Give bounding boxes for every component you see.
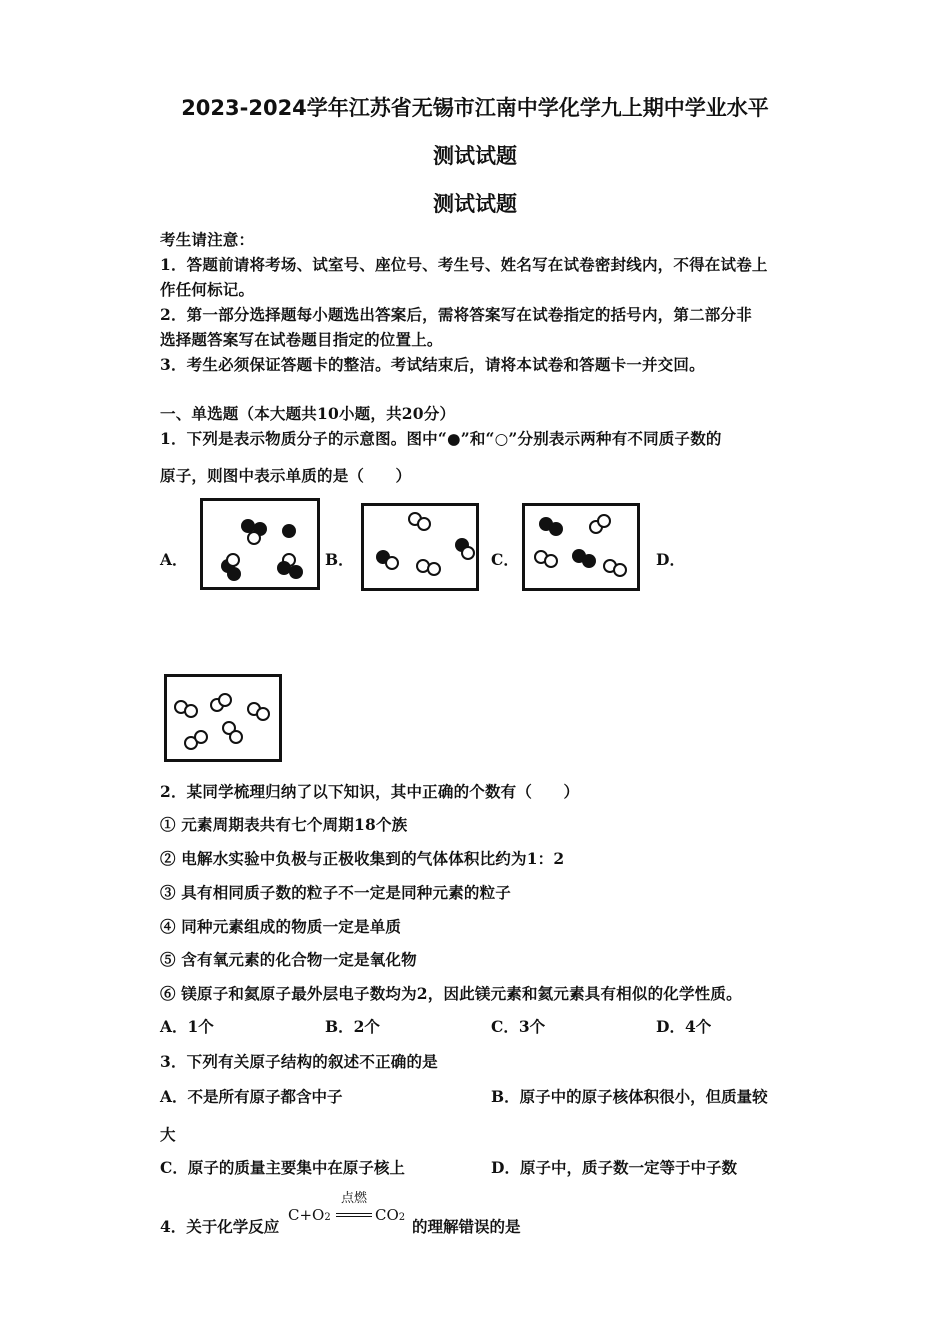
q2-statement-5: ⑤ 含有氧元素的化合物一定是氧化物 [160,950,417,969]
q4-condition: 点燃 [340,1191,367,1206]
q1-option-a-label: A． [160,550,188,569]
q3-option-b-cont: 大 [160,1125,176,1144]
notice-item-2: 2．第一部分选择题每小题选出答案后，需将答案写在试卷指定的括号内，第二部分非 [160,305,752,324]
q1-option-c-label: C． [491,550,519,569]
q3-option-d: D．原子中，质子数一定等于中子数 [491,1158,737,1177]
q2-stem: 2．某同学梳理归纳了以下知识，其中正确的个数有（ ） [160,782,580,801]
notice-item-1-cont: 作任何标记。 [160,280,255,299]
section-heading: 一、单选题（本大题共10小题，共20分） [160,404,456,423]
exam-title-line2: 测试试题 [433,144,517,168]
q1-option-c-diagram [522,503,640,591]
exam-title-line1: 2023-2024学年江苏省无锡市江南中学化学九上期中学业水平 [181,96,769,120]
q1-option-a-diagram [200,498,320,590]
q4-equals-sign [336,1213,372,1217]
q2-statement-2: ② 电解水实验中负极与正极收集到的气体体积比约为1：2 [160,849,565,868]
q2-option-b: B．2个 [325,1017,380,1036]
q4-product: CO2 [375,1206,406,1224]
notice-item-3: 3．考生必须保证答题卡的整洁。考试结束后，请将本试卷和答题卡一并交回。 [160,355,705,374]
notice-heading: 考生请注意： [160,230,255,249]
q2-statement-6: ⑥ 镁原子和氦原子最外层电子数均为2，因此镁元素和氦元素具有相似的化学性质。 [160,984,742,1003]
q2-statement-3: ③ 具有相同质子数的粒子不一定是同种元素的粒子 [160,883,511,902]
q4-suffix: 的理解错误的是 [412,1217,521,1236]
q4-prefix: 4．关于化学反应 [160,1217,280,1236]
q3-option-a: A．不是所有原子都含中子 [160,1087,343,1106]
q1-stem-line2: 原子，则图中表示单质的是（ ） [160,466,412,485]
exam-title-line3: 测试试题 [433,192,517,216]
q1-option-d-label: D． [656,550,685,569]
q1-option-b-label: B． [325,550,354,569]
q3-stem: 3．下列有关原子结构的叙述不正确的是 [160,1052,438,1071]
q1-stem-line1: 1．下列是表示物质分子的示意图。图中“●”和“○”分别表示两种有不同质子数的 [160,429,722,448]
q1-option-d-diagram [164,674,282,762]
notice-item-2-cont: 选择题答案写在试卷题目指定的位置上。 [160,330,443,349]
q4-reactants: C+O2 [288,1206,331,1224]
q2-option-d: D．4个 [656,1017,712,1036]
notice-item-1: 1．答题前请将考场、试室号、座位号、考生号、姓名写在试卷密封线内，不得在试卷上 [160,255,768,274]
q3-option-b: B．原子中的原子核体积很小，但质量较 [491,1087,768,1106]
q3-option-c: C．原子的质量主要集中在原子核上 [160,1158,405,1177]
q2-option-a: A．1个 [160,1017,214,1036]
q2-statement-4: ④ 同种元素组成的物质一定是单质 [160,917,402,936]
q1-option-b-diagram [361,503,479,591]
q2-statement-1: ① 元素周期表共有七个周期18个族 [160,815,408,834]
q2-option-c: C．3个 [491,1017,546,1036]
